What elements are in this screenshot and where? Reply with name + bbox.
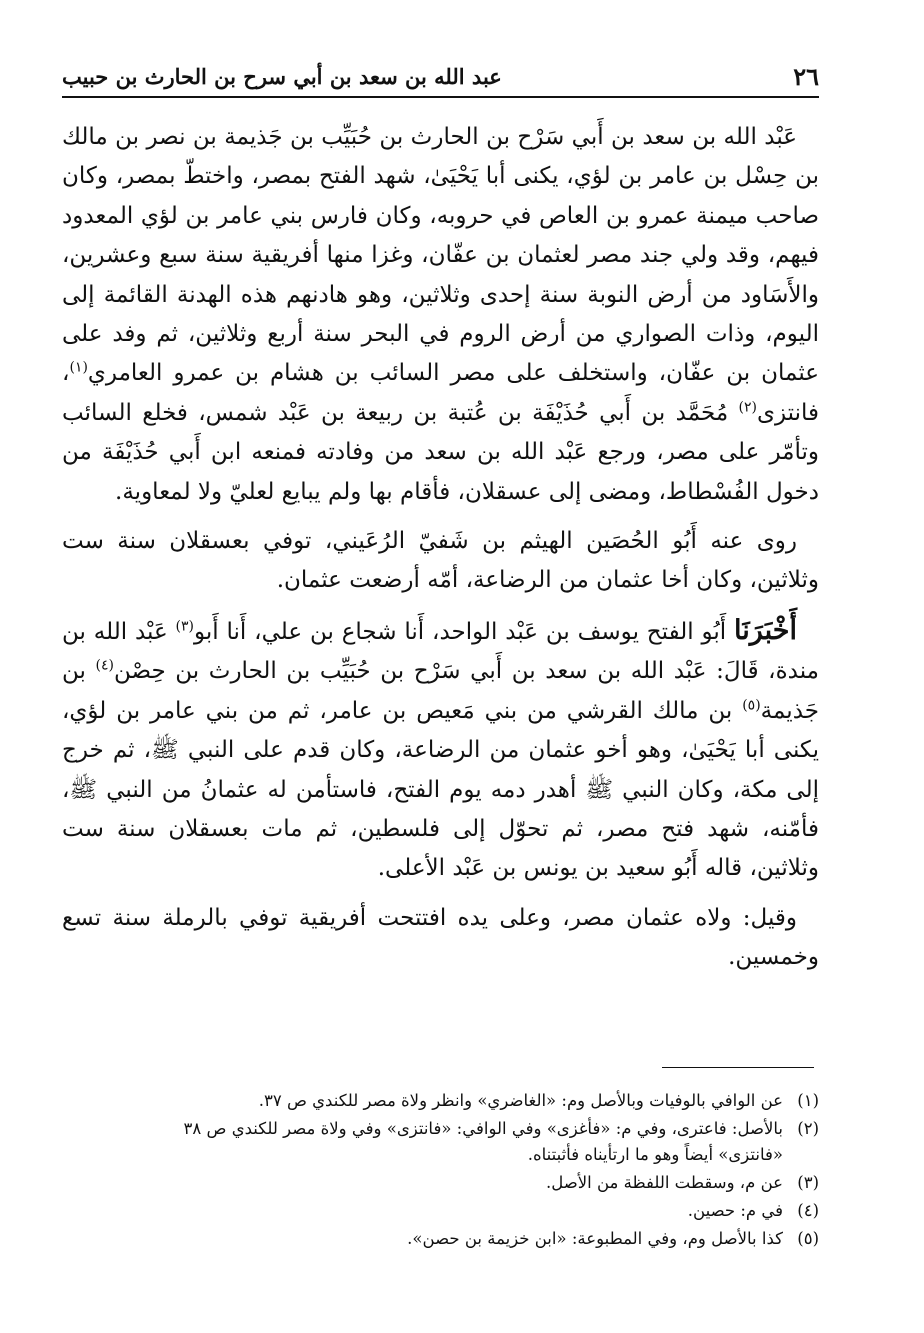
page-header [62,62,819,92]
paragraph-text: روى عنه أَبُو الحُصَين الهيثم بن شَفيّ الرُعَيني، توفي بعسقلان سنة ست وثلاثين، وكان أخا عثمان من الرضاعة، أمّه أرضعت عثمان. [62,528,819,594]
footnote-ref-5: (٥) [742,697,761,714]
footnote-2 [140,1116,819,1168]
footnote-number: (٤) [797,1201,819,1220]
paragraph-narration [62,522,819,601]
footnote-number: (٢) [797,1119,819,1138]
footnote-1 [140,1088,819,1114]
footnote-text: بالأصل: فاعترى، وفي م: «فأغزى» وفي الوافي: «فانتزى» وفي ولاة مصر للكندي ص ٣٨ «فانتزى» أيضاً وهو ما ارتأيناه فأثبتناه. [183,1119,783,1164]
paragraph-text: عَبْد الله بن سعد بن أَبي سَرْح بن الحارث بن حُبَيِّب بن جَذيمة بن نصر بن مالك بن حِسْل بن عامر بن لؤي، يكنى أبا يَحْيَىٰ، شهد الفتح بمصر، واختطّ بمصر، وكان صاحب ميمنة عمرو بن العاص في حروبه، وكان فارس بني عامر بن لؤي المعدود فيهم، وقد ولي جند مصر لعثمان بن عفّان، وغزا منها أفريقية سنة سبع وعشرين، والأَسَاود من أرض النوبة سنة إحدى وثلاثين، وهو هادنهم هذه الهدنة القائمة إلى اليوم، وذات الصواري من أرض الروم في البحر سنة أربع وثلاثين، ثم وفد على عثمان بن عفّان، واستخلف على مصر السائب بن هشام بن عمرو العامري [62,124,819,387]
main-text [62,118,819,988]
paragraph-text: مُحَمَّد بن أَبي حُذَيْفَة بن عُتبة بن ربيعة بن عَبْد شمس، فخلع السائب وتأمّر على مصر، ورجع عَبْد الله بن سعد من وفادته فمنعه ابن أَبي حُذَيْفَة من دخول الفُسْطاط، ومضى إلى عسقلان، فأقام بها ولم يبايع لعليّ ولا لمعاوية. [62,399,819,505]
paragraph-text: عَبْد الله بن مندة، قَالَ: عَبْد الله بن سعد بن أَبي سَرْح بن حُبَيِّب بن الحارث بن حِصْن [62,618,819,685]
footnote-text: عن الوافي بالوفيات وبالأصل وم: «الغاضري» وانظر ولاة مصر للكندي ص ٣٧. [258,1091,783,1110]
footnote-5 [140,1226,819,1252]
page-number: ٢٦ [793,62,819,91]
paragraph-text: بن مالك القرشي من بني مَعيص بن عامر، ثم من بني عامر بن لؤي، يكنى أبا يَحْيَىٰ، وهو أخو عثمان من الرضاعة، وكان قدم على النبي ﷺ، ثم خرج إلى مكة، وكان النبي ﷺ أهدر دمه يوم الفتح، فاستأمن له عثمانُ من النبي ﷺ، فأمّنه، شهد فتح مصر، ثم تحوّل إلى فلسطين، ثم مات بعسقلان سنة ست وثلاثين، قاله أَبُو سعيد بن يونس بن عَبْد الأعلى. [62,697,819,882]
running-title: عبد الله بن سعد بن أبي سرح بن الحارث بن حبيب [62,64,502,89]
paragraph-text: وقيل: ولاه عثمان مصر، وعلى يده افتتحت أفريقية توفي بالرملة سنة تسع وخمسين. [62,904,819,971]
paragraph-text: بن جَذيمة [62,658,819,724]
footnote-number: (١) [797,1091,819,1110]
paragraph-text: ، فانتزى [62,360,819,426]
footnote-3 [140,1170,819,1196]
footnote-text: في م: حصين. [687,1201,783,1220]
footnote-ref-4: (٤) [95,657,114,674]
paragraph-biography [62,118,819,512]
footnote-text: عن م، وسقطت اللفظة من الأصل. [546,1173,783,1192]
paragraph-text: أَبُو الفتح يوسف بن عَبْد الواحد، أَنا شجاع بن علي، أَنا أَبو [194,618,734,645]
footnote-ref-2: (٢) [738,399,757,416]
footnote-ref-1: (١) [69,359,88,376]
footnote-text: كذا بالأصل وم، وفي المطبوعة: «ابن خزيمة بن حصن». [407,1229,783,1248]
footnote-4 [140,1198,819,1224]
paragraph-alternative [62,899,819,978]
footnote-number: (٣) [797,1173,819,1192]
footnotes [140,1088,819,1254]
footnote-ref-3: (٣) [175,618,194,635]
footnote-number: (٥) [797,1229,819,1248]
paragraph-isnad [62,611,819,889]
footnote-separator [662,1067,814,1068]
header-rule [62,96,819,98]
paragraph-opener: أَخْبَرَنَا [734,614,797,646]
